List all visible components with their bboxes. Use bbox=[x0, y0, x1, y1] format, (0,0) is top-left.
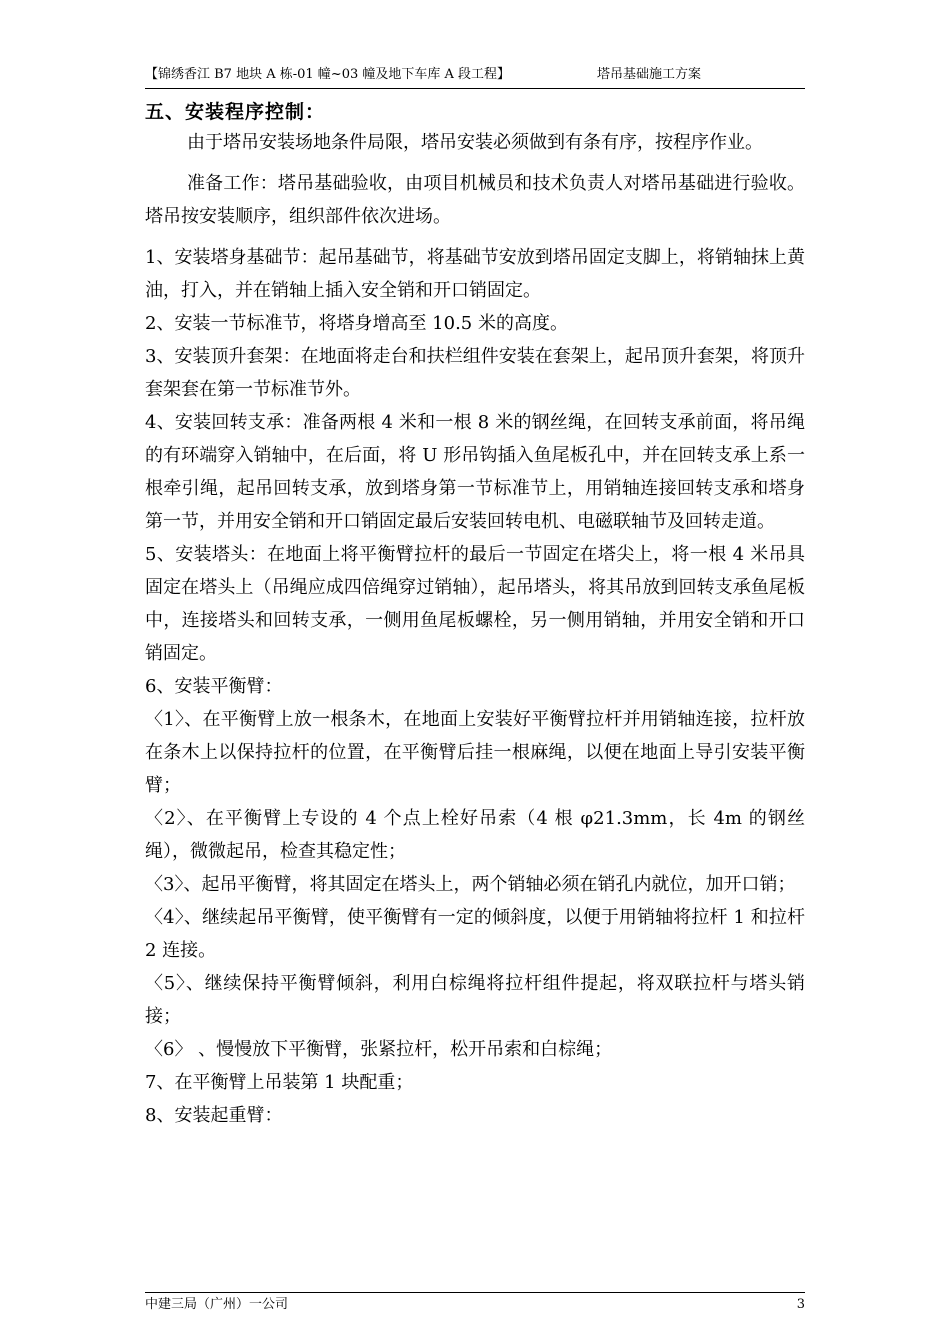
sub-step-item: 〈5〉、继续保持平衡臂倾斜，利用白棕绳将拉杆组件提起，将双联拉杆与塔头销接； bbox=[145, 973, 805, 1027]
section-title: 五、安装程序控制： bbox=[145, 101, 326, 123]
step-item: 5、安装塔头：在地面上将平衡臂拉杆的最后一节固定在塔尖上，将一根 4 米吊具固定在塔头上（吊绳应成四倍绳穿过销轴），起吊塔头，将其吊放到回转支承鱼尾板中，连接塔头和回转支承，一侧用鱼尾板螺栓，另一侧用销轴，并用安全销和开口销固定。 bbox=[145, 544, 805, 664]
footer-company: 中建三局（广州）一公司 bbox=[145, 1297, 289, 1312]
header-project-name: 【锦绣香江 B7 地块 A 栋-01 幢~03 幢及地下车库 A 段工程】 bbox=[145, 67, 511, 82]
step-item: 1、安装塔身基础节：起吊基础节，将基础节安放到塔吊固定支脚上，将销轴抹上黄油，打入，并在销轴上插入安全销和开口销固定。 bbox=[145, 247, 805, 301]
preparation-paragraph: 准备工作：塔吊基础验收，由项目机械员和技术负责人对塔吊基础进行验收。塔吊按安装顺序，组织部件依次进场。 bbox=[145, 173, 805, 227]
step-item: 3、安装顶升套架：在地面将走台和扶栏组件安装在套架上，起吊顶升套架，将顶升套架套在第一节标准节外。 bbox=[145, 346, 805, 400]
header-document-title: 塔吊基础施工方案 bbox=[597, 67, 702, 82]
intro-paragraph: 由于塔吊安装场地条件局限，塔吊安装必须做到有条有序，按程序作业。 bbox=[187, 132, 763, 153]
sub-step-item: 〈6〉 、慢慢放下平衡臂，张紧拉杆，松开吊索和白棕绳； bbox=[145, 1039, 613, 1060]
page-body bbox=[145, 98, 805, 1132]
page-footer bbox=[145, 1292, 805, 1313]
sub-step-item: 〈3〉、起吊平衡臂，将其固定在塔头上，两个销轴必须在销孔内就位，加开口销； bbox=[145, 874, 796, 895]
sub-step-item: 〈4〉、继续起吊平衡臂，使平衡臂有一定的倾斜度，以便于用销轴将拉杆 1 和拉杆 2 连接。 bbox=[145, 907, 805, 961]
page-header bbox=[145, 66, 805, 89]
step-item: 4、安装回转支承：准备两根 4 米和一根 8 米的钢丝绳，在回转支承前面，将吊绳的有环端穿入销轴中，在后面，将 U 形吊钩插入鱼尾板孔中，并在回转支承上系一根牵引绳，起吊回转支承，放到塔身第一节标准节上，用销轴连接回转支承和塔身第一节，并用安全销和开口销固定最后安装回转电机、电磁联轴节及回转走道。 bbox=[145, 412, 805, 532]
step-item: 2、安装一节标准节，将塔身增高至 10.5 米的高度。 bbox=[145, 313, 568, 334]
sub-step-item: 〈2〉、在平衡臂上专设的 4 个点上栓好吊索（4 根 φ21.3mm，长 4m 的钢丝绳），微微起吊，检查其稳定性； bbox=[145, 808, 805, 862]
sub-step-item: 〈1〉、在平衡臂上放一根条木，在地面上安装好平衡臂拉杆并用销轴连接，拉杆放在条木上以保持拉杆的位置，在平衡臂后挂一根麻绳，以便在地面上导引安装平衡臂； bbox=[145, 709, 805, 796]
step-item: 6、安装平衡臂： bbox=[145, 676, 283, 697]
page-number: 3 bbox=[796, 1297, 805, 1312]
step-item: 7、在平衡臂上吊装第 1 块配重； bbox=[145, 1072, 414, 1093]
step-item: 8、安装起重臂： bbox=[145, 1105, 283, 1126]
